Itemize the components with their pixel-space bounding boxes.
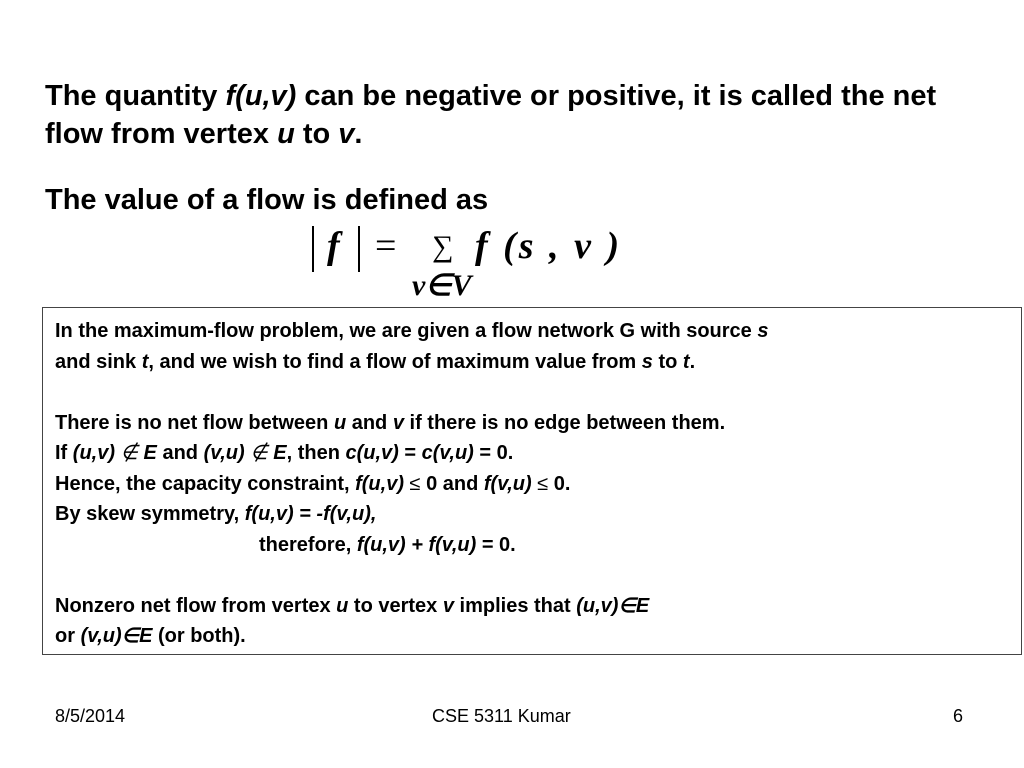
notes-blank-line (55, 377, 1021, 408)
notes-line-8: Nonzero net flow from vertex u to vertex v implies that (u,v)∈E (55, 594, 650, 617)
notes-blank-line (55, 560, 1021, 591)
formula-lhs: f (327, 225, 340, 267)
formula-equals: = (375, 225, 397, 267)
notes-line-6: By skew symmetry, f(u,v) = -f(v,u), (55, 503, 377, 525)
notes-line-1: In the maximum-flow problem, we are given a flow network G with source s (55, 320, 769, 342)
less-equal-symbol: ≤ (531, 472, 554, 495)
formula-rhs: f (s , v ) (475, 225, 623, 267)
footer-page-number: 6 (953, 706, 964, 726)
flow-value-formula (300, 222, 623, 314)
notes-line-9: or (v,u)∈E (or both). (55, 625, 246, 647)
abs-bar-right (358, 226, 360, 272)
v-term: v (338, 118, 355, 150)
not-element-symbol: ∉ (244, 442, 274, 464)
paragraph-flow-value: The value of a flow is defined as (45, 184, 489, 216)
notes-line-3: There is no net flow between u and v if there is no edge between them. (55, 411, 726, 434)
notes-line-2: and sink t, and we wish to find a flow of maximum value from s to t. (55, 350, 696, 373)
not-element-symbol: ∉ (115, 442, 144, 464)
notes-line-4: If (u,v) ∉ E and (v,u) ∉ E, then c(u,v) = c(v,u) = 0. (55, 442, 514, 464)
summation-subscript: v∈V (412, 269, 472, 302)
fuv-term: f(u,v) (225, 80, 297, 112)
footer-date: 8/5/2014 (55, 706, 126, 726)
footer-course: CSE 5311 Kumar (432, 706, 571, 726)
summation-symbol: ∑ (432, 230, 454, 263)
notes-box (42, 307, 1022, 655)
paragraph-net-flow: The quantity f(u,v) can be negative or positive, it is called the net flow from vertex u to v. (45, 80, 937, 150)
u-term: u (277, 118, 295, 150)
notes-line-7: therefore, f(u,v) + f(v,u) = 0. (259, 533, 516, 556)
notes-line-5: Hence, the capacity constraint, f(u,v) ≤ 0 and f(v,u) ≤ 0. (55, 472, 571, 495)
abs-bar-left (312, 226, 314, 272)
less-equal-symbol: ≤ (404, 472, 427, 495)
